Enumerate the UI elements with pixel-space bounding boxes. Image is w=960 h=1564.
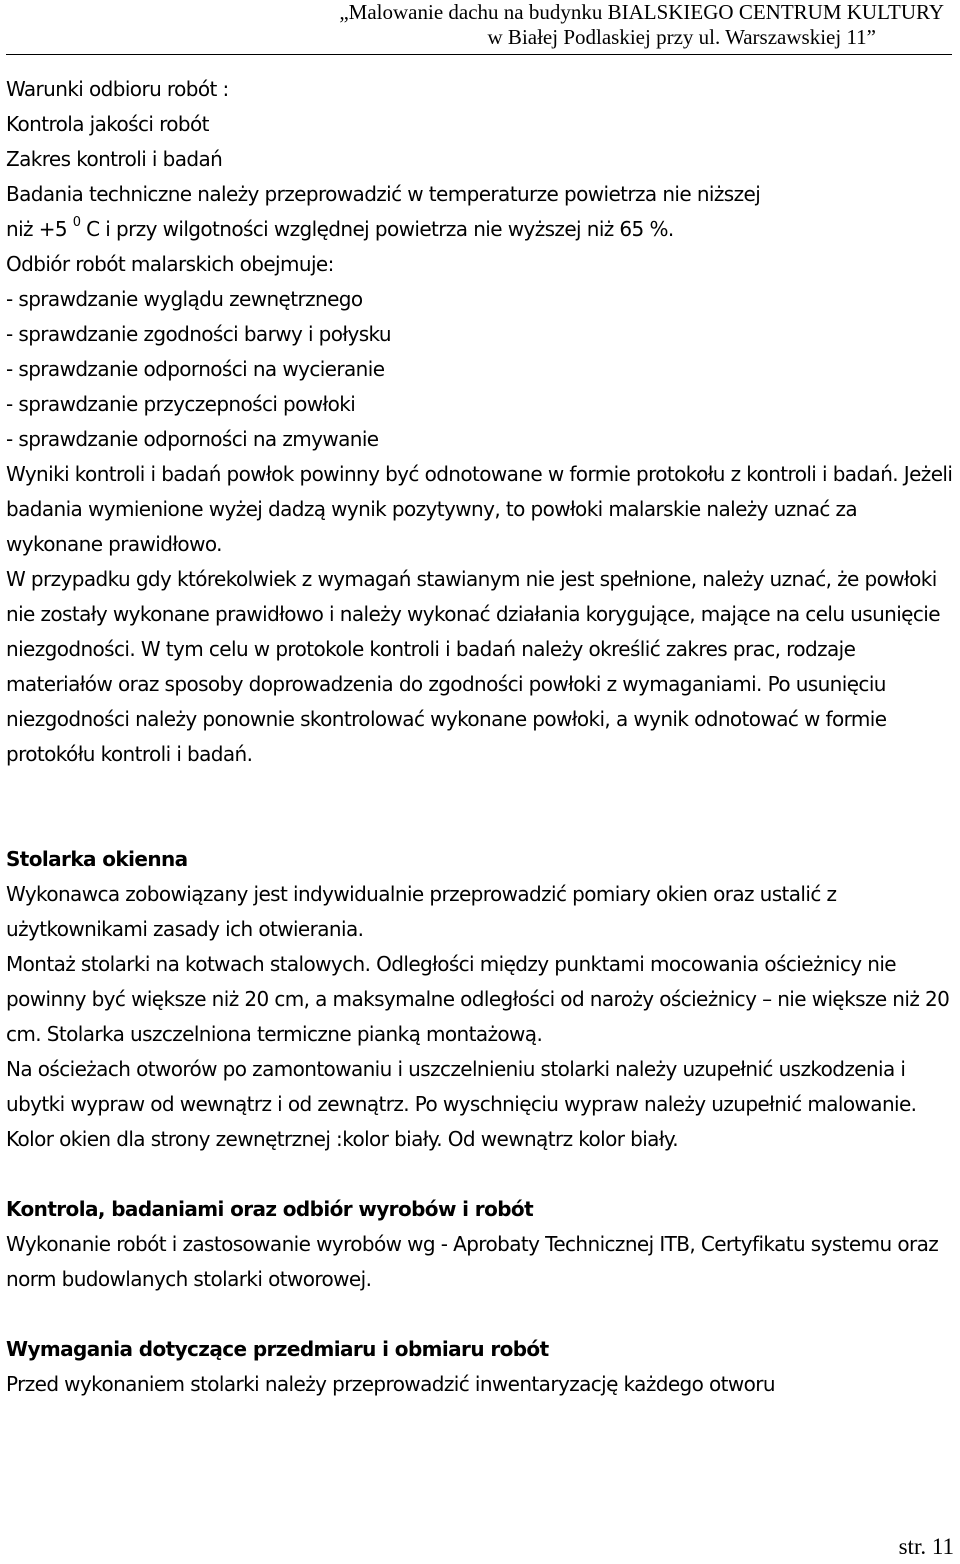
document-body [6, 72, 954, 1402]
list-item: - sprawdzanie zgodności barwy i połysku [6, 322, 391, 346]
paragraph: W przypadku gdy którekolwiek z wymagań stawianym nie jest spełnione, należy uznać, że powłoki nie zostały wykonane prawidłowo i należy wykonać działania korygujące, mające na celu usunięcie niezgodności. W tym celu w protokole kontroli i badań należy określić zakres prac, rodzaje materiałów oraz sposoby doprowadzenia do zgodności powłoki z wymaganiami. Po usunięciu niezgodności należy ponownie skontrolować wykonane powłoki, a wynik odnotować w formie protokółu kontroli i badań. [6, 567, 940, 766]
section-quality-control [6, 1192, 954, 1297]
paragraph: Na ościeżach otworów po zamontowaniu i uszczelnieniu stolarki należy uzupełnić uszkodzenia i ubytki wypraw od wewnątrz i od zewnątrz. Po wyschnięciu wypraw należy uzupełnić malowanie. [6, 1057, 917, 1116]
paragraph: Montaż stolarki na kotwach stalowych. Odległości między punktami mocowania ościeżnicy nie powinny być większe niż 20 cm, a maksymalne odległości od naroży ościeżnicy – nie większe niż 20 cm. Stolarka uszczelniona termiczne pianką montażową. [6, 952, 950, 1046]
text-line: Kontrola jakości robót [6, 112, 209, 136]
list-item: - sprawdzanie przyczepności powłoki [6, 392, 356, 416]
list-item: - sprawdzanie odporności na zmywanie [6, 427, 379, 451]
temperature-text-before: niż +5 [6, 217, 73, 241]
header-title-line1: „Malowanie dachu na budynku BIALSKIEGO CENTRUM KULTURY [339, 0, 944, 24]
paragraph: Wykonawca zobowiązany jest indywidualnie przeprowadzić pomiary okien oraz ustalić z użytkownikami zasady ich otwierania. [6, 882, 837, 941]
page-number: str. 11 [898, 1534, 954, 1559]
section-acceptance-conditions [6, 72, 954, 772]
section-heading: Wymagania dotyczące przedmiaru i obmiaru robót [6, 1337, 549, 1361]
text-line: Warunki odbioru robót : [6, 77, 229, 101]
paragraph: Przed wykonaniem stolarki należy przeprowadzić inwentaryzację każdego otworu [6, 1372, 776, 1396]
list-item: - sprawdzanie odporności na wycieranie [6, 357, 385, 381]
section-heading: Stolarka okienna [6, 847, 188, 871]
section-heading: Kontrola, badaniami oraz odbiór wyrobów i robót [6, 1197, 534, 1221]
spacer [6, 1157, 954, 1192]
section-window-joinery [6, 842, 954, 1157]
paragraph: Wykonanie robót i zastosowanie wyrobów wg - Aprobaty Technicznej ITB, Certyfikatu systemu oraz norm budowlanych stolarki otworowej. [6, 1232, 939, 1291]
page-header [304, 0, 944, 50]
paragraph: Wyniki kontroli i badań powłok powinny być odnotowane w formie protokołu z kontroli i badań. Jeżeli badania wymienione wyżej dadzą wynik pozytywny, to powłoki malarskie należy uznać za wykonane prawidłowo. [6, 462, 953, 556]
text-line: Badania techniczne należy przeprowadzić w temperaturze powietrza nie niższej [6, 182, 761, 206]
text-line: Zakres kontroli i badań [6, 147, 223, 171]
list-item: - sprawdzanie wyglądu zewnętrznego [6, 287, 363, 311]
degree-superscript: 0 [72, 215, 81, 230]
header-divider [6, 54, 952, 55]
spacer [6, 1297, 954, 1332]
section-measurement-requirements [6, 1332, 954, 1402]
header-title-line2: w Białej Podlaskiej przy ul. Warszawskiej 11” [487, 25, 876, 49]
spacer [6, 772, 954, 842]
paragraph: Kolor okien dla strony zewnętrznej :kolor biały. Od wewnątrz kolor biały. [6, 1127, 679, 1151]
list-intro: Odbiór robót malarskich obejmuje: [6, 252, 334, 276]
temperature-text-after: C i przy wilgotności względnej powietrza nie wyższej niż 65 %. [80, 217, 674, 241]
temperature-line [6, 212, 954, 247]
